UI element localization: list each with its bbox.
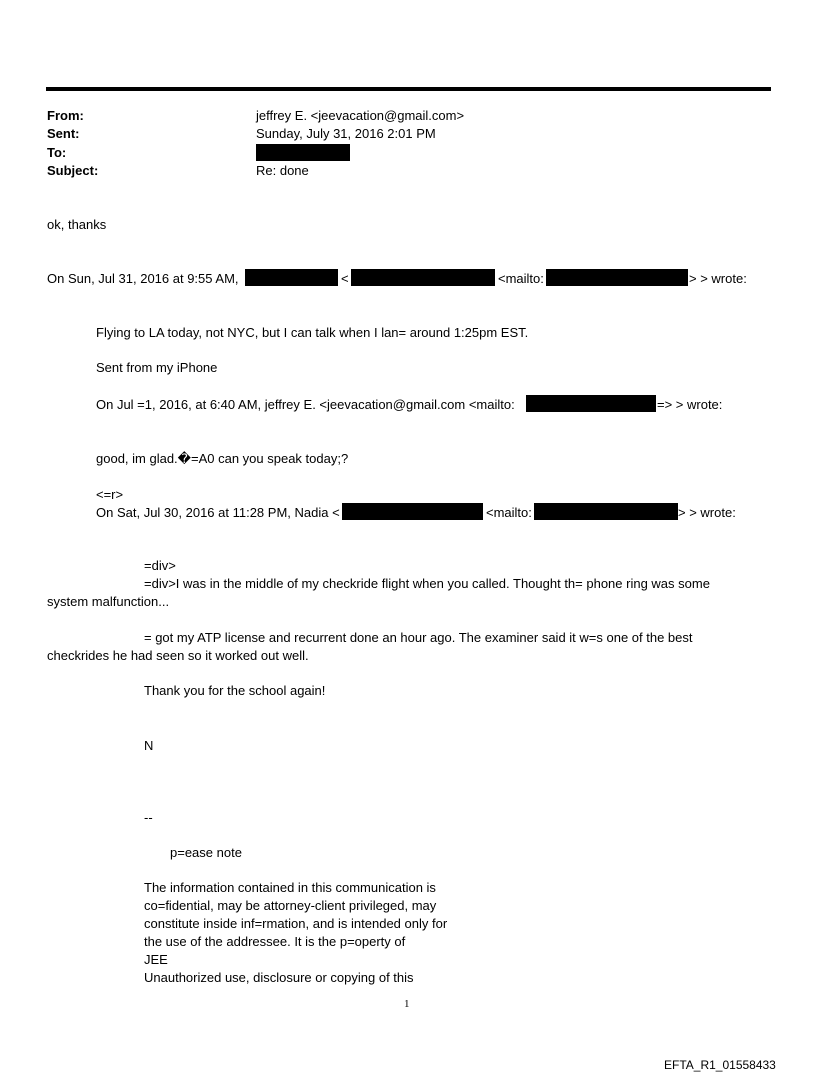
sent-value: Sunday, July 31, 2016 2:01 PM — [256, 126, 436, 141]
quote3-pre: On Sat, Jul 30, 2016 at 11:28 PM, Nadia < — [96, 505, 340, 520]
header-rule — [46, 87, 771, 91]
quote3-email-redaction — [342, 503, 483, 520]
quote2-pre: On Jul =1, 2016, at 6:40 AM, jeffrey E. <jeevacation@gmail.com <mailto: — [96, 397, 515, 412]
msg1-line1: Flying to LA today, not NYC, but I can talk when I lan= around 1:25pm EST. — [96, 325, 529, 340]
quote1-lt: < — [341, 271, 349, 286]
quote3-tail: > > wrote: — [678, 505, 736, 520]
msg3-p2-a: = got my ATP license and recurrent done an hour ago. The examiner said it w=s one of the best — [144, 630, 693, 645]
signature-note: p=ease note — [170, 845, 242, 860]
quote1-tail: > > wrote: — [689, 271, 747, 286]
msg3-p2-b: checkrides he had seen so it worked out well. — [47, 648, 309, 663]
quote1-header — [47, 271, 239, 287]
quote1-mailto-redaction — [546, 269, 688, 286]
to-redaction — [256, 144, 350, 161]
disclaimer-line: the use of the addressee. It is the p=operty of — [144, 934, 406, 949]
to-label: To: — [47, 145, 67, 160]
from-label: From: — [47, 108, 84, 123]
subject-value: Re: done — [256, 163, 309, 178]
msg3-div2-a: =div>I was in the middle of my checkride flight when you called. Thought th= phone ring was some — [144, 576, 710, 591]
quote3-mailto-redaction — [534, 503, 678, 520]
quote1-email-redaction — [351, 269, 495, 286]
quote2-tail: => > wrote: — [657, 397, 723, 412]
page-number: 1 — [404, 998, 410, 1010]
quote1-name-redaction — [245, 269, 338, 286]
msg2-line2: <=r> — [96, 487, 124, 502]
document-id: EFTA_R1_01558433 — [664, 1058, 776, 1072]
quote3-mailto: <mailto: — [486, 505, 532, 520]
quote2-mailto-redaction — [526, 395, 656, 412]
disclaimer-line: constitute inside inf=rmation, and is intended only for — [144, 916, 448, 931]
msg3-div1: =div> — [144, 558, 176, 573]
msg3-div2-b: system malfunction... — [47, 594, 170, 609]
from-value: jeffrey E. <jeevacation@gmail.com> — [256, 108, 465, 123]
subject-label: Subject: — [47, 163, 99, 178]
msg3-sign: N — [144, 738, 154, 753]
quote1-pre: On Sun, Jul 31, 2016 at 9:55 AM, — [47, 271, 239, 286]
reply-text: ok, thanks — [47, 217, 107, 232]
msg2-line1: good, im glad.�=A0 can you speak today;? — [96, 451, 349, 466]
msg3-thanks: Thank you for the school again! — [144, 683, 326, 698]
disclaimer-line: co=fidential, may be attorney-client privileged, may — [144, 898, 437, 913]
signature-separator: -- — [144, 810, 153, 825]
sent-label: Sent: — [47, 126, 80, 141]
disclaimer-line: Unauthorized use, disclosure or copying of this — [144, 970, 414, 985]
quote1-mailto: <mailto: — [498, 271, 544, 286]
disclaimer-line: The information contained in this communication is — [144, 880, 436, 895]
msg1-line2: Sent from my iPhone — [96, 360, 218, 375]
disclaimer-line: JEE — [144, 952, 168, 967]
